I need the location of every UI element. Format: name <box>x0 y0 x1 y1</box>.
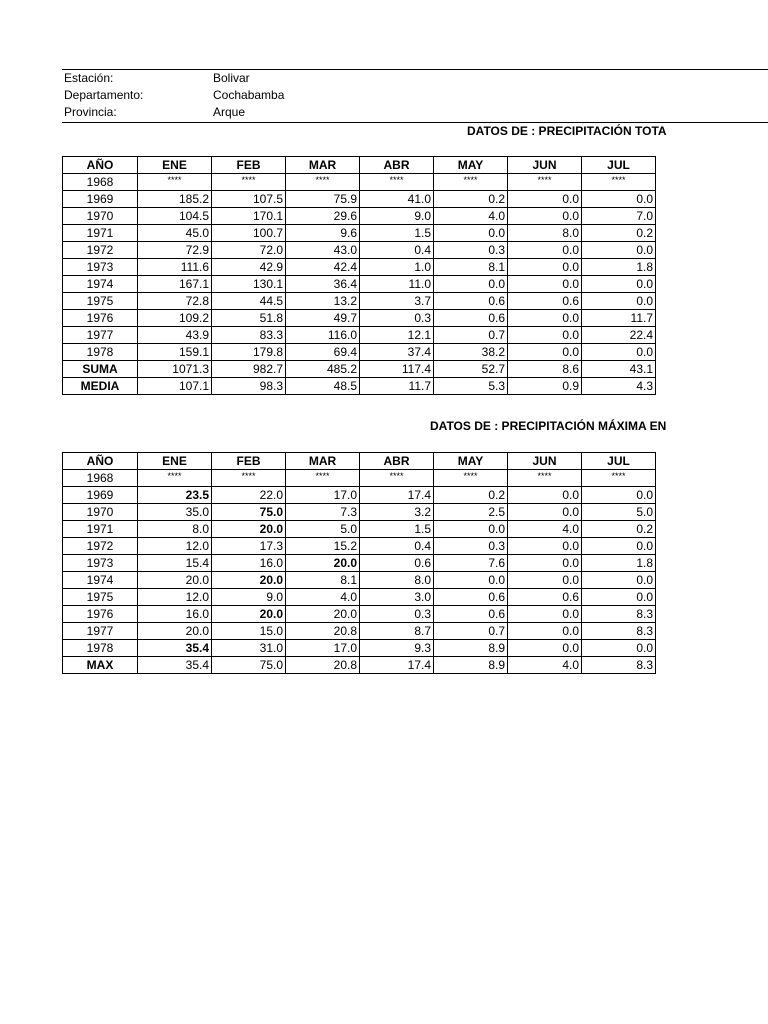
value-cell: 1.5 <box>360 521 434 538</box>
year-cell: 1976 <box>63 606 138 623</box>
summary-value: 75.0 <box>212 657 286 674</box>
value-cell: 0.0 <box>508 276 582 293</box>
value-cell: 3.7 <box>360 293 434 310</box>
table-row <box>63 623 656 640</box>
value-cell: **** <box>286 174 360 191</box>
value-cell: 170.1 <box>212 208 286 225</box>
value-cell: 11.0 <box>360 276 434 293</box>
value-cell: 15.4 <box>138 555 212 572</box>
value-cell: 69.4 <box>286 344 360 361</box>
value-cell: 0.6 <box>508 589 582 606</box>
value-cell: 43.0 <box>286 242 360 259</box>
value-cell: 16.0 <box>138 606 212 623</box>
value-cell: 75.9 <box>286 191 360 208</box>
value-cell: 104.5 <box>138 208 212 225</box>
value-cell: 3.2 <box>360 504 434 521</box>
value-cell: 0.3 <box>360 310 434 327</box>
value-cell: 13.2 <box>286 293 360 310</box>
value-cell: 0.6 <box>434 606 508 623</box>
value-cell: 0.0 <box>582 538 656 555</box>
value-cell: 20.0 <box>212 572 286 589</box>
value-cell: 41.0 <box>360 191 434 208</box>
table-row <box>63 293 656 310</box>
table-row <box>63 470 656 487</box>
table-row <box>63 521 656 538</box>
table-row <box>63 174 656 191</box>
value-cell: 20.0 <box>212 606 286 623</box>
summary-value: 52.7 <box>434 361 508 378</box>
value-cell: 0.0 <box>508 242 582 259</box>
value-cell: 17.0 <box>286 487 360 504</box>
value-cell: 35.4 <box>138 640 212 657</box>
column-header-year: AÑO <box>63 453 138 470</box>
value-cell: 35.0 <box>138 504 212 521</box>
value-cell: 12.1 <box>360 327 434 344</box>
value-cell: 22.4 <box>582 327 656 344</box>
table2-container <box>62 452 768 674</box>
value-cell: 72.0 <box>212 242 286 259</box>
value-cell: 0.0 <box>582 487 656 504</box>
value-cell: 2.5 <box>434 504 508 521</box>
station-label: Estación: <box>64 71 114 85</box>
department-label: Departamento: <box>64 88 144 102</box>
value-cell: 109.2 <box>138 310 212 327</box>
value-cell: 0.6 <box>508 293 582 310</box>
column-header-jun: JUN <box>508 157 582 174</box>
value-cell: 0.4 <box>360 242 434 259</box>
value-cell: 20.0 <box>286 555 360 572</box>
value-cell: 8.3 <box>582 623 656 640</box>
value-cell: 0.6 <box>360 555 434 572</box>
value-cell: **** <box>138 174 212 191</box>
year-cell: 1977 <box>63 327 138 344</box>
station-value: Bolivar <box>213 71 250 85</box>
table-row <box>63 538 656 555</box>
column-header-year: AÑO <box>63 157 138 174</box>
value-cell: 0.0 <box>508 208 582 225</box>
value-cell: 1.8 <box>582 259 656 276</box>
value-cell: 0.3 <box>360 606 434 623</box>
summary-label: MAX <box>63 657 138 674</box>
value-cell: 31.0 <box>212 640 286 657</box>
column-header-mar: MAR <box>286 453 360 470</box>
value-cell: 5.0 <box>286 521 360 538</box>
value-cell: 1.0 <box>360 259 434 276</box>
value-cell: **** <box>212 470 286 487</box>
year-cell: 1968 <box>63 470 138 487</box>
column-header-jul: JUL <box>582 157 656 174</box>
value-cell: 130.1 <box>212 276 286 293</box>
value-cell: 9.3 <box>360 640 434 657</box>
value-cell: **** <box>360 174 434 191</box>
summary-value: 485.2 <box>286 361 360 378</box>
value-cell: 29.6 <box>286 208 360 225</box>
value-cell: 12.0 <box>138 589 212 606</box>
column-header-feb: FEB <box>212 157 286 174</box>
summary-value: 35.4 <box>138 657 212 674</box>
column-header-abr: ABR <box>360 157 434 174</box>
value-cell: 20.0 <box>286 606 360 623</box>
value-cell: 8.0 <box>360 572 434 589</box>
summary-value: 11.7 <box>360 378 434 395</box>
value-cell: **** <box>508 174 582 191</box>
value-cell: 159.1 <box>138 344 212 361</box>
value-cell: 17.0 <box>286 640 360 657</box>
table-row <box>63 589 656 606</box>
value-cell: 72.9 <box>138 242 212 259</box>
value-cell: 0.2 <box>434 191 508 208</box>
summary-value: 4.0 <box>508 657 582 674</box>
summary-value: 8.6 <box>508 361 582 378</box>
value-cell: 167.1 <box>138 276 212 293</box>
value-cell: 0.3 <box>434 242 508 259</box>
column-header-ene: ENE <box>138 453 212 470</box>
value-cell: 8.3 <box>582 606 656 623</box>
value-cell: 3.0 <box>360 589 434 606</box>
value-cell: 0.0 <box>508 487 582 504</box>
column-header-jul: JUL <box>582 453 656 470</box>
value-cell: 42.4 <box>286 259 360 276</box>
summary-value: 20.8 <box>286 657 360 674</box>
value-cell: 0.0 <box>508 572 582 589</box>
value-cell: 111.6 <box>138 259 212 276</box>
table-row <box>63 344 656 361</box>
value-cell: 0.6 <box>434 293 508 310</box>
value-cell: 0.0 <box>434 572 508 589</box>
value-cell: 44.5 <box>212 293 286 310</box>
value-cell: 0.7 <box>434 327 508 344</box>
summary-label: SUMA <box>63 361 138 378</box>
year-cell: 1971 <box>63 521 138 538</box>
value-cell: 0.0 <box>434 521 508 538</box>
column-header-may: MAY <box>434 157 508 174</box>
value-cell: 1.8 <box>582 555 656 572</box>
column-header-feb: FEB <box>212 453 286 470</box>
table2-title: DATOS DE : PRECIPITACIÓN MÁXIMA EN <box>430 419 667 433</box>
value-cell: 45.0 <box>138 225 212 242</box>
value-cell: 0.0 <box>508 555 582 572</box>
value-cell: **** <box>508 470 582 487</box>
value-cell: 43.9 <box>138 327 212 344</box>
year-cell: 1975 <box>63 589 138 606</box>
column-header-may: MAY <box>434 453 508 470</box>
value-cell: 20.0 <box>212 521 286 538</box>
value-cell: 0.0 <box>508 191 582 208</box>
value-cell: 12.0 <box>138 538 212 555</box>
value-cell: **** <box>286 470 360 487</box>
column-header-abr: ABR <box>360 453 434 470</box>
value-cell: **** <box>434 470 508 487</box>
year-cell: 1969 <box>63 191 138 208</box>
value-cell: 7.3 <box>286 504 360 521</box>
station-info <box>62 69 768 123</box>
table-row <box>63 327 656 344</box>
table-row <box>63 606 656 623</box>
value-cell: 38.2 <box>434 344 508 361</box>
table-row <box>63 276 656 293</box>
summary-value: 8.3 <box>582 657 656 674</box>
summary-value: 0.9 <box>508 378 582 395</box>
table-row <box>63 572 656 589</box>
value-cell: 100.7 <box>212 225 286 242</box>
summary-value: 107.1 <box>138 378 212 395</box>
summary-value: 48.5 <box>286 378 360 395</box>
value-cell: 11.7 <box>582 310 656 327</box>
value-cell: **** <box>360 470 434 487</box>
value-cell: 16.0 <box>212 555 286 572</box>
value-cell: 0.0 <box>508 538 582 555</box>
value-cell: 20.0 <box>138 572 212 589</box>
value-cell: 0.6 <box>434 589 508 606</box>
value-cell: 8.0 <box>138 521 212 538</box>
value-cell: 9.6 <box>286 225 360 242</box>
summary-row-max <box>63 657 656 674</box>
value-cell: 42.9 <box>212 259 286 276</box>
value-cell: 0.0 <box>582 276 656 293</box>
year-cell: 1974 <box>63 276 138 293</box>
value-cell: 0.0 <box>508 623 582 640</box>
value-cell: 8.9 <box>434 640 508 657</box>
value-cell: 36.4 <box>286 276 360 293</box>
summary-value: 117.4 <box>360 361 434 378</box>
precipitation-total-table <box>62 156 656 395</box>
value-cell: **** <box>582 174 656 191</box>
summary-value: 5.3 <box>434 378 508 395</box>
value-cell: 0.0 <box>508 310 582 327</box>
value-cell: 0.0 <box>508 640 582 657</box>
table1-container <box>62 156 768 395</box>
value-cell: 17.3 <box>212 538 286 555</box>
table-row <box>63 555 656 572</box>
summary-value: 4.3 <box>582 378 656 395</box>
value-cell: 0.0 <box>434 276 508 293</box>
value-cell: 8.7 <box>360 623 434 640</box>
value-cell: 0.0 <box>582 640 656 657</box>
year-cell: 1971 <box>63 225 138 242</box>
value-cell: 0.6 <box>434 310 508 327</box>
value-cell: 8.1 <box>286 572 360 589</box>
department-value: Cochabamba <box>213 88 285 102</box>
value-cell: 0.0 <box>582 293 656 310</box>
year-cell: 1974 <box>63 572 138 589</box>
value-cell: 0.0 <box>582 191 656 208</box>
table-row <box>63 310 656 327</box>
value-cell: **** <box>582 470 656 487</box>
table-row <box>63 259 656 276</box>
value-cell: 0.3 <box>434 538 508 555</box>
year-cell: 1970 <box>63 504 138 521</box>
value-cell: 8.1 <box>434 259 508 276</box>
summary-value: 982.7 <box>212 361 286 378</box>
value-cell: 0.0 <box>508 504 582 521</box>
value-cell: 20.8 <box>286 623 360 640</box>
value-cell: 0.0 <box>508 344 582 361</box>
summary-value: 1071.3 <box>138 361 212 378</box>
table-row <box>63 487 656 504</box>
summary-row-suma <box>63 361 656 378</box>
value-cell: 116.0 <box>286 327 360 344</box>
table-header-row <box>63 453 656 470</box>
value-cell: 0.2 <box>582 225 656 242</box>
value-cell: 4.0 <box>286 589 360 606</box>
summary-value: 17.4 <box>360 657 434 674</box>
year-cell: 1972 <box>63 538 138 555</box>
value-cell: 8.0 <box>508 225 582 242</box>
value-cell: 0.0 <box>434 225 508 242</box>
table-row <box>63 242 656 259</box>
year-cell: 1972 <box>63 242 138 259</box>
value-cell: 15.2 <box>286 538 360 555</box>
summary-value: 43.1 <box>582 361 656 378</box>
year-cell: 1973 <box>63 259 138 276</box>
year-cell: 1975 <box>63 293 138 310</box>
value-cell: 5.0 <box>582 504 656 521</box>
value-cell: 0.0 <box>582 344 656 361</box>
value-cell: **** <box>138 470 212 487</box>
value-cell: 51.8 <box>212 310 286 327</box>
table-row <box>63 208 656 225</box>
year-cell: 1973 <box>63 555 138 572</box>
value-cell: 72.8 <box>138 293 212 310</box>
value-cell: 0.0 <box>582 589 656 606</box>
value-cell: 75.0 <box>212 504 286 521</box>
value-cell: 0.0 <box>582 572 656 589</box>
table-row <box>63 191 656 208</box>
summary-label: MEDIA <box>63 378 138 395</box>
value-cell: 185.2 <box>138 191 212 208</box>
year-cell: 1969 <box>63 487 138 504</box>
province-value: Arque <box>213 105 246 119</box>
value-cell: 0.2 <box>434 487 508 504</box>
year-cell: 1970 <box>63 208 138 225</box>
column-header-ene: ENE <box>138 157 212 174</box>
value-cell: 9.0 <box>212 589 286 606</box>
value-cell: 0.0 <box>508 259 582 276</box>
value-cell: 0.2 <box>582 521 656 538</box>
value-cell: 0.4 <box>360 538 434 555</box>
column-header-mar: MAR <box>286 157 360 174</box>
value-cell: 17.4 <box>360 487 434 504</box>
value-cell: 0.0 <box>508 327 582 344</box>
value-cell: 83.3 <box>212 327 286 344</box>
value-cell: 179.8 <box>212 344 286 361</box>
column-header-jun: JUN <box>508 453 582 470</box>
summary-value: 98.3 <box>212 378 286 395</box>
value-cell: 22.0 <box>212 487 286 504</box>
year-cell: 1968 <box>63 174 138 191</box>
table-row <box>63 640 656 657</box>
value-cell: 0.0 <box>508 606 582 623</box>
value-cell: 37.4 <box>360 344 434 361</box>
province-label: Provincia: <box>64 105 117 119</box>
table-header-row <box>63 157 656 174</box>
summary-row-media <box>63 378 656 395</box>
value-cell: **** <box>212 174 286 191</box>
value-cell: 23.5 <box>138 487 212 504</box>
precipitation-max-table <box>62 452 656 674</box>
table-row <box>63 504 656 521</box>
value-cell: 20.0 <box>138 623 212 640</box>
table1-title: DATOS DE : PRECIPITACIÓN TOTA <box>467 124 667 138</box>
value-cell: 7.6 <box>434 555 508 572</box>
value-cell: **** <box>434 174 508 191</box>
value-cell: 49.7 <box>286 310 360 327</box>
value-cell: 1.5 <box>360 225 434 242</box>
value-cell: 9.0 <box>360 208 434 225</box>
year-cell: 1976 <box>63 310 138 327</box>
value-cell: 4.0 <box>434 208 508 225</box>
year-cell: 1977 <box>63 623 138 640</box>
value-cell: 7.0 <box>582 208 656 225</box>
value-cell: 15.0 <box>212 623 286 640</box>
year-cell: 1978 <box>63 344 138 361</box>
value-cell: 0.7 <box>434 623 508 640</box>
year-cell: 1978 <box>63 640 138 657</box>
table-row <box>63 225 656 242</box>
summary-value: 8.9 <box>434 657 508 674</box>
value-cell: 107.5 <box>212 191 286 208</box>
value-cell: 0.0 <box>582 242 656 259</box>
value-cell: 4.0 <box>508 521 582 538</box>
